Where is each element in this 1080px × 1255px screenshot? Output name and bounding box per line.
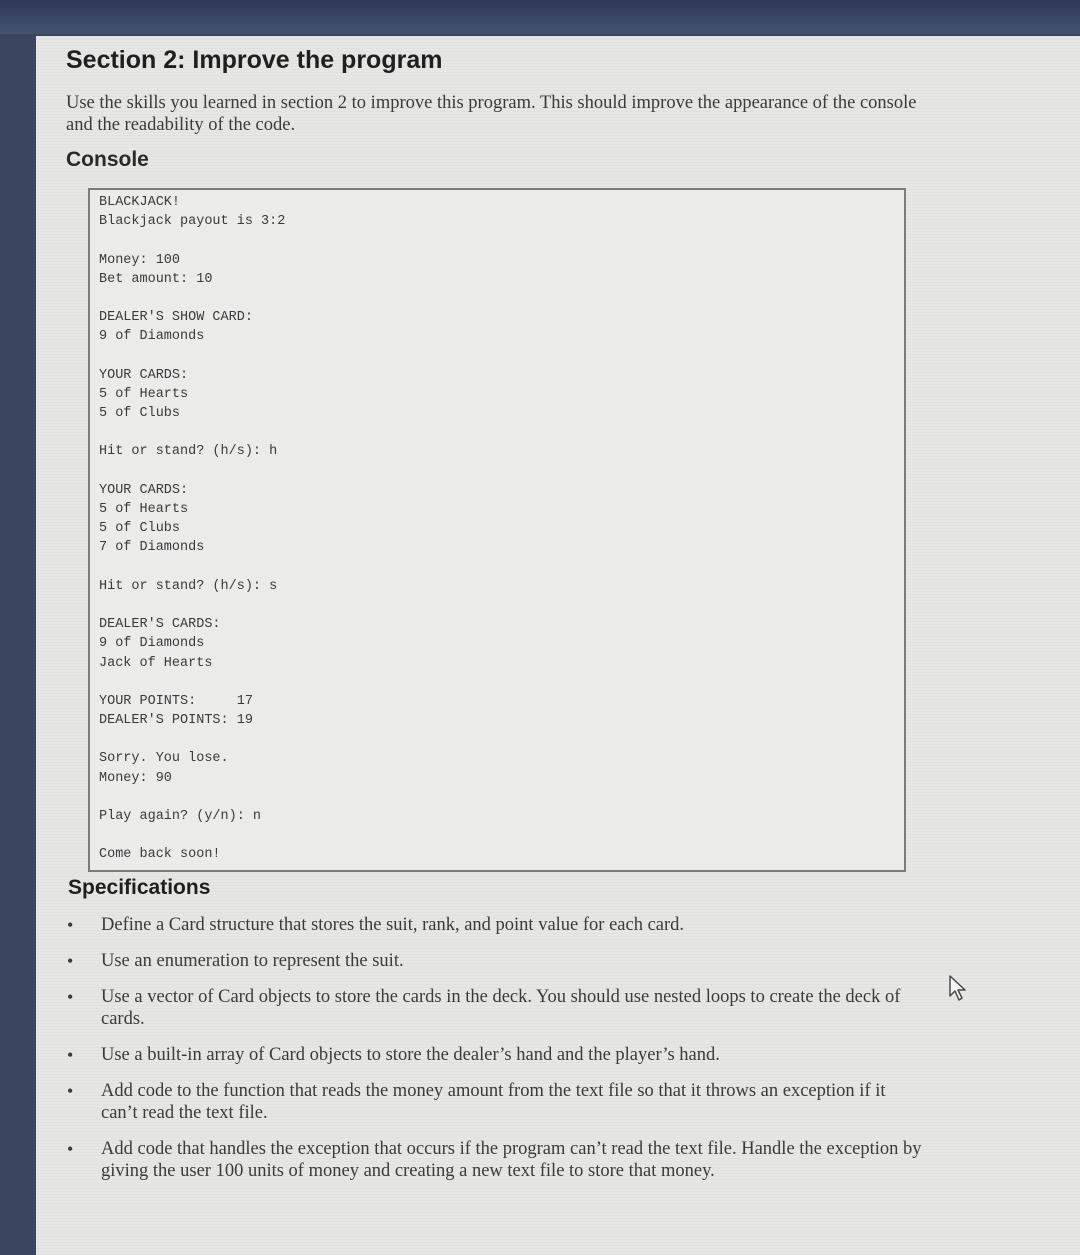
console-line: Jack of Hearts <box>99 655 213 671</box>
console-line <box>99 826 285 845</box>
specification-item <box>66 1080 926 1124</box>
console-line: YOUR CARDS: <box>99 482 189 498</box>
specification-text: Define a Card structure that stores the suit, rank, and point value for each card. <box>101 915 685 935</box>
console-line: Play again? (y/n): n <box>99 809 262 824</box>
console-line: 5 of Clubs <box>99 406 181 422</box>
console-line: Hit or stand? (h/s): h <box>99 444 278 460</box>
specification-text: Add code to the function that reads the money amount from the text file so that it throws an exception if it can’t read the text file. <box>101 1081 886 1123</box>
console-line: 7 of Diamonds <box>99 540 205 556</box>
section-heading: Section 2: Improve the program <box>66 46 443 74</box>
bullet-icon: • <box>67 1081 74 1101</box>
console-line: Bet amount: 10 <box>99 271 213 287</box>
console-line <box>99 673 285 692</box>
console-line: Blackjack payout is 3:2 <box>99 214 286 230</box>
bullet-icon: • <box>67 951 74 971</box>
bullet-icon: • <box>67 1045 74 1065</box>
console-line: 5 of Clubs <box>99 521 181 537</box>
console-line <box>99 558 285 577</box>
console-output <box>99 193 285 865</box>
bullet-icon: • <box>67 1139 74 1159</box>
console-line <box>99 347 285 366</box>
specification-text: Add code that handles the exception that occurs if the program can’t read the text file. Handle the exception by giving the user 100 units of money and creating a new text file to store that money. <box>101 1139 922 1181</box>
console-line: Come back soon! <box>99 847 221 863</box>
console-line: DEALER'S POINTS: 19 <box>99 713 253 729</box>
console-line: Hit or stand? (h/s): s <box>99 578 278 594</box>
console-line: YOUR CARDS: <box>99 367 189 383</box>
specification-item <box>66 1138 926 1182</box>
console-line <box>99 596 285 615</box>
console-line: 5 of Hearts <box>99 502 189 517</box>
document-page <box>36 36 1080 1255</box>
specification-text: Use an enumeration to represent the suit. <box>101 951 404 971</box>
specifications-heading: Specifications <box>68 876 211 899</box>
console-line <box>99 788 285 807</box>
specification-item <box>66 914 926 936</box>
specification-item <box>66 986 926 1030</box>
console-line <box>99 289 285 308</box>
specification-item <box>66 1044 926 1066</box>
bullet-icon: • <box>67 915 74 935</box>
console-line <box>99 423 285 442</box>
monitor-bezel <box>0 0 1080 34</box>
console-line <box>99 231 285 250</box>
specifications-list <box>66 914 926 1182</box>
console-line: BLACKJACK! <box>99 195 181 210</box>
bullet-icon: • <box>67 987 74 1007</box>
console-line: Sorry. You lose. <box>99 751 229 767</box>
console-heading: Console <box>66 148 149 171</box>
console-line: DEALER'S SHOW CARD: <box>99 310 253 326</box>
console-line: 9 of Diamonds <box>99 636 205 652</box>
console-line <box>99 462 285 481</box>
specification-item <box>66 950 926 972</box>
specification-text: Use a built-in array of Card objects to store the dealer’s hand and the player’s hand. <box>101 1045 720 1065</box>
console-line: YOUR POINTS: 17 <box>99 693 253 709</box>
mouse-pointer-icon <box>948 974 970 1002</box>
console-line: Money: 90 <box>99 770 172 786</box>
console-line: 5 of Hearts <box>99 386 189 402</box>
intro-paragraph: Use the skills you learned in section 2 to improve this program. This should improve the appearance of the console and the readability of the code. <box>66 93 917 135</box>
console-line: DEALER'S CARDS: <box>99 617 221 633</box>
console-line: 9 of Diamonds <box>99 329 205 345</box>
console-line: Money: 100 <box>99 252 181 268</box>
console-line <box>99 730 285 749</box>
specification-text: Use a vector of Card objects to store the cards in the deck. You should use nested loops to create the deck of cards. <box>101 987 901 1029</box>
